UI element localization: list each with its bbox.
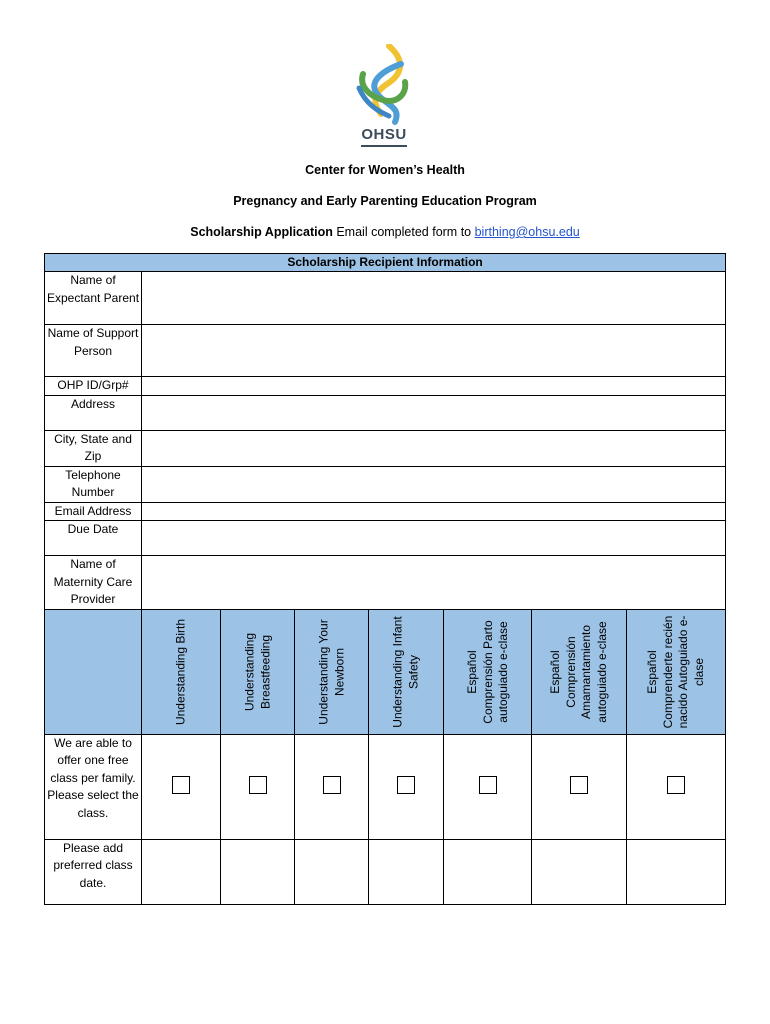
offer-text: We are able to offer one free class per family. Please select the class. — [45, 734, 142, 839]
address-input[interactable] — [142, 395, 726, 430]
field-label-telephone: Telephone Number — [45, 466, 142, 502]
ohsu-flame-icon — [349, 44, 419, 126]
date-input-breastfeeding[interactable] — [221, 839, 295, 904]
class-name: Understanding Infant Safety — [390, 615, 420, 728]
application-label: Scholarship Application — [190, 225, 333, 239]
program-subtitle: Pregnancy and Early Parenting Education Program — [233, 194, 537, 208]
date-input-es-amamantamiento[interactable] — [532, 839, 627, 904]
field-label-address: Address — [45, 395, 142, 430]
checkbox-cell — [221, 734, 295, 839]
class-header-es-recien-nacido — [627, 609, 726, 734]
logo-wordmark: OHSU — [361, 126, 407, 143]
scholarship-form-table — [44, 253, 726, 905]
checkbox-newborn[interactable] — [323, 776, 341, 794]
checkbox-breastfeeding[interactable] — [249, 776, 267, 794]
ohp-id-input[interactable] — [142, 377, 726, 396]
class-header-newborn — [295, 609, 369, 734]
checkbox-cell — [295, 734, 369, 839]
due-date-input[interactable] — [142, 521, 726, 556]
checkbox-es-parto[interactable] — [479, 776, 497, 794]
checkbox-es-recien-nacido[interactable] — [667, 776, 685, 794]
field-label-city-state-zip: City, State and Zip — [45, 430, 142, 466]
class-name: Español Comprensión Amamantamiento autoguiado e-clase — [548, 620, 609, 723]
city-state-zip-input[interactable] — [142, 430, 726, 466]
class-name: Español Comprenderte recién nacido Autoguiado e-clase — [645, 615, 706, 728]
date-input-infant-safety[interactable] — [369, 839, 444, 904]
class-header-breastfeeding — [221, 609, 295, 734]
checkbox-cell — [532, 734, 627, 839]
class-header-corner — [45, 609, 142, 734]
email-link[interactable]: birthing@ohsu.edu — [474, 225, 580, 239]
field-label-ohp-id: OHP ID/Grp# — [45, 377, 142, 396]
field-label-email: Email Address — [45, 502, 142, 521]
class-name: Understanding Breastfeeding — [242, 632, 272, 711]
email-input[interactable] — [142, 502, 726, 521]
class-header-infant-safety — [369, 609, 444, 734]
logo-rule — [361, 145, 407, 147]
checkbox-es-amamantamiento[interactable] — [570, 776, 588, 794]
class-name: Español Comprensión Parto autoguiado e-clase — [464, 619, 510, 724]
checkbox-cell — [369, 734, 444, 839]
field-label-due-date: Due Date — [45, 521, 142, 556]
class-name: Understanding Your Newborn — [316, 618, 346, 725]
application-line — [0, 225, 770, 239]
date-input-birth[interactable] — [142, 839, 221, 904]
telephone-input[interactable] — [142, 466, 726, 502]
class-name: Understanding Birth — [173, 618, 188, 725]
expectant-parent-input[interactable] — [142, 272, 726, 325]
class-header-es-parto — [444, 609, 532, 734]
checkbox-cell — [627, 734, 726, 839]
care-provider-input[interactable] — [142, 556, 726, 610]
checkbox-cell — [444, 734, 532, 839]
class-header-birth — [142, 609, 221, 734]
section-header: Scholarship Recipient Information — [45, 254, 726, 272]
page-title: Center for Women’s Health — [305, 163, 465, 177]
email-instruction: Email completed form to — [336, 225, 472, 239]
field-label-support-person: Name of Support Person — [45, 325, 142, 377]
field-label-care-provider: Name of Maternity Care Provider — [45, 556, 142, 610]
date-input-es-parto[interactable] — [444, 839, 532, 904]
date-input-es-recien-nacido[interactable] — [627, 839, 726, 904]
date-input-newborn[interactable] — [295, 839, 369, 904]
date-text: Please add preferred class date. — [45, 839, 142, 904]
ohsu-logo — [349, 44, 419, 150]
class-header-es-amamantamiento — [532, 609, 627, 734]
checkbox-cell — [142, 734, 221, 839]
checkbox-infant-safety[interactable] — [397, 776, 415, 794]
support-person-input[interactable] — [142, 325, 726, 377]
checkbox-birth[interactable] — [172, 776, 190, 794]
field-label-expectant-parent: Name of Expectant Parent — [45, 272, 142, 325]
